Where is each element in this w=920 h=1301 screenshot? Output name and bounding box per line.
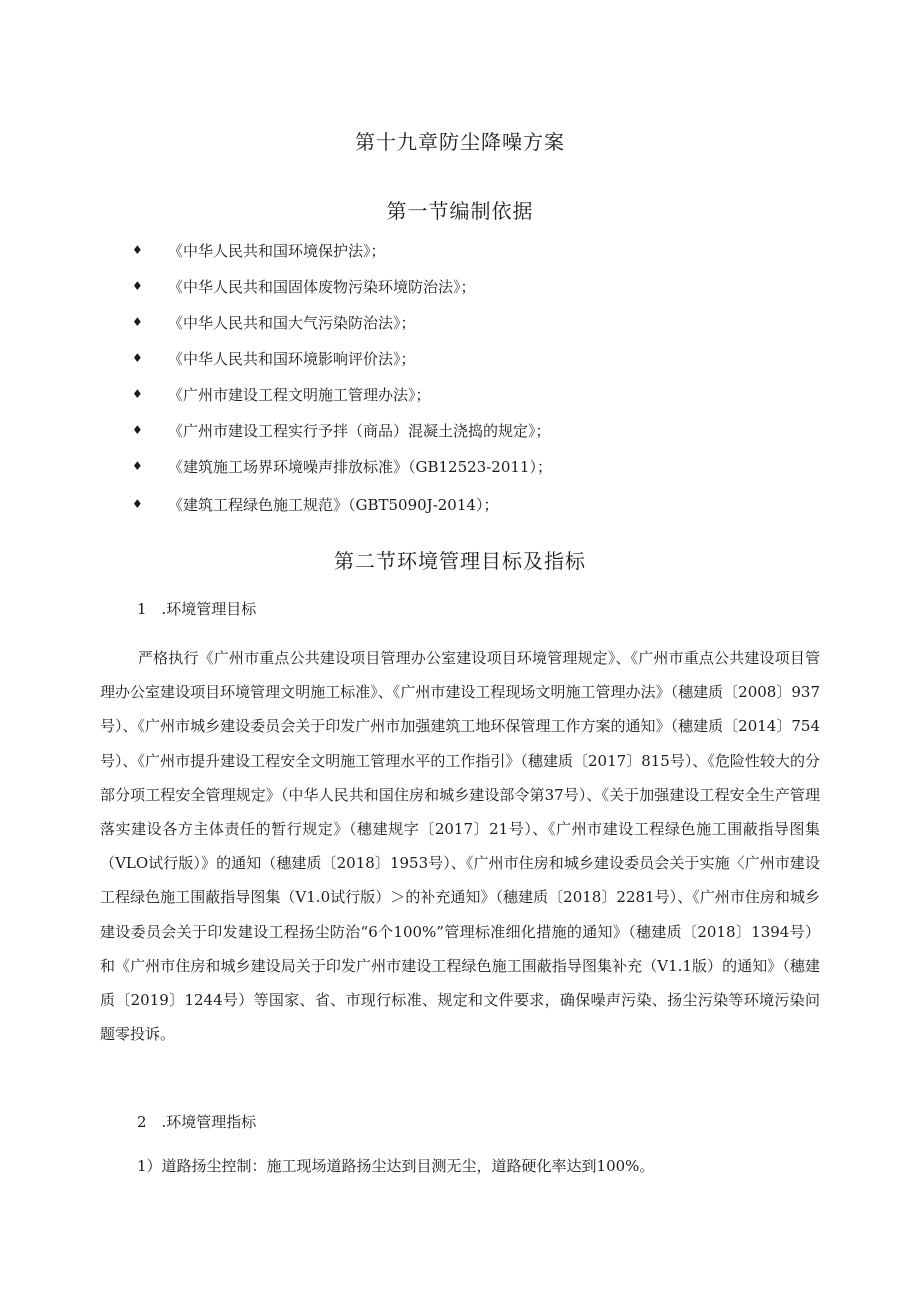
list-item-text: 《中华人民共和国环境影响评价法》； (168, 349, 416, 368)
list-item-text: 《建筑工程绿色施工规范》（GBT5090J-2014）； (168, 495, 499, 514)
list-item-text: 《中华人民共和国环境保护法》； (168, 241, 386, 260)
list-item (132, 412, 892, 448)
diamond-bullet-icon: ♦ (132, 459, 143, 473)
list-item (132, 268, 892, 304)
diamond-bullet-icon: ♦ (132, 315, 143, 329)
subheading-management-indicators: 2 .环境管理指标 (137, 1113, 257, 1131)
diamond-bullet-icon: ♦ (132, 351, 143, 365)
list-item (132, 340, 892, 376)
subheading-management-goal: 1 .环境管理目标 (137, 600, 257, 618)
list-item (132, 484, 892, 524)
list-item (132, 304, 892, 340)
indicator-road-dust: 1）道路扬尘控制：施工现场道路扬尘达到目测无尘，道路硬化率达到100%。 (137, 1157, 655, 1175)
list-item-text: 《中华人民共和国大气污染防治法》； (168, 313, 416, 332)
list-item-text: 《中华人民共和国固体废物污染环境防治法》； (168, 277, 476, 296)
basis-list (132, 232, 892, 524)
chapter-title: 第十九章防尘降噪方案 (355, 130, 565, 154)
list-item-text: 《广州市建设工程实行予拌（商品）混凝土浇捣的规定》； (168, 421, 551, 440)
diamond-bullet-icon: ♦ (132, 497, 143, 511)
diamond-bullet-icon: ♦ (132, 243, 143, 257)
list-item (132, 448, 892, 484)
list-item (132, 232, 892, 268)
goal-paragraph: 严格执行《广州市重点公共建设项目管理办公室建设项目环境管理规定》、《广州市重点公共建设项目管理办公室建设项目环境管理文明施工标准》、《广州市建设工程现场文明施工管理办法》（穗建质〔2008〕937号）、《广州市城乡建设委员会关于印发广州市加强建筑工地环保管理工作方案的通知》（穗建质〔2014〕754号）、《广州市提升建设工程安全文明施工管理水平的工作指引》（穗建质〔2017〕815号）、《危险性较大的分部分项工程安全管理规定》（中华人民共和国住房和城乡建设部令第37号）、《关于加强建设工程安全生产管理落实建设各方主体责任的暂行规定》（穗建规字〔2017〕21号）、《广州市建设工程绿色施工围蔽指导图集（VLO试行版）》的通知（穗建质〔2018〕1953号）、《广州市住房和城乡建设委员会关于实施〈广州市建设工程绿色施工围蔽指导图集（V1.0试行版）＞的补充通知》（穗建质〔2018〕2281号）、《广州市住房和城乡建设委员会关于印发建设工程扬尘防治“6个100%”管理标准细化措施的通知》（穗建质〔2018〕1394号）和《广州市住房和城乡建设局关于印发广州市建设工程绿色施工围蔽指导图集补充（V1.1版）的通知》（穗建质〔2019〕1244号）等国家、省、市现行标准、规定和文件要求，确保噪声污染、扬尘污染等环境污染问题零投诉。 (100, 649, 820, 1044)
section-title-targets: 第二节环境管理目标及指标 (334, 549, 586, 573)
diamond-bullet-icon: ♦ (132, 423, 143, 437)
diamond-bullet-icon: ♦ (132, 279, 143, 293)
list-item (132, 376, 892, 412)
section-title-basis: 第一节编制依据 (386, 199, 534, 223)
diamond-bullet-icon: ♦ (132, 387, 143, 401)
list-item-text: 《建筑施工场界环境噪声排放标准》（GB12523-2011）； (168, 457, 552, 476)
list-item-text: 《广州市建设工程文明施工管理办法》； (168, 385, 431, 404)
